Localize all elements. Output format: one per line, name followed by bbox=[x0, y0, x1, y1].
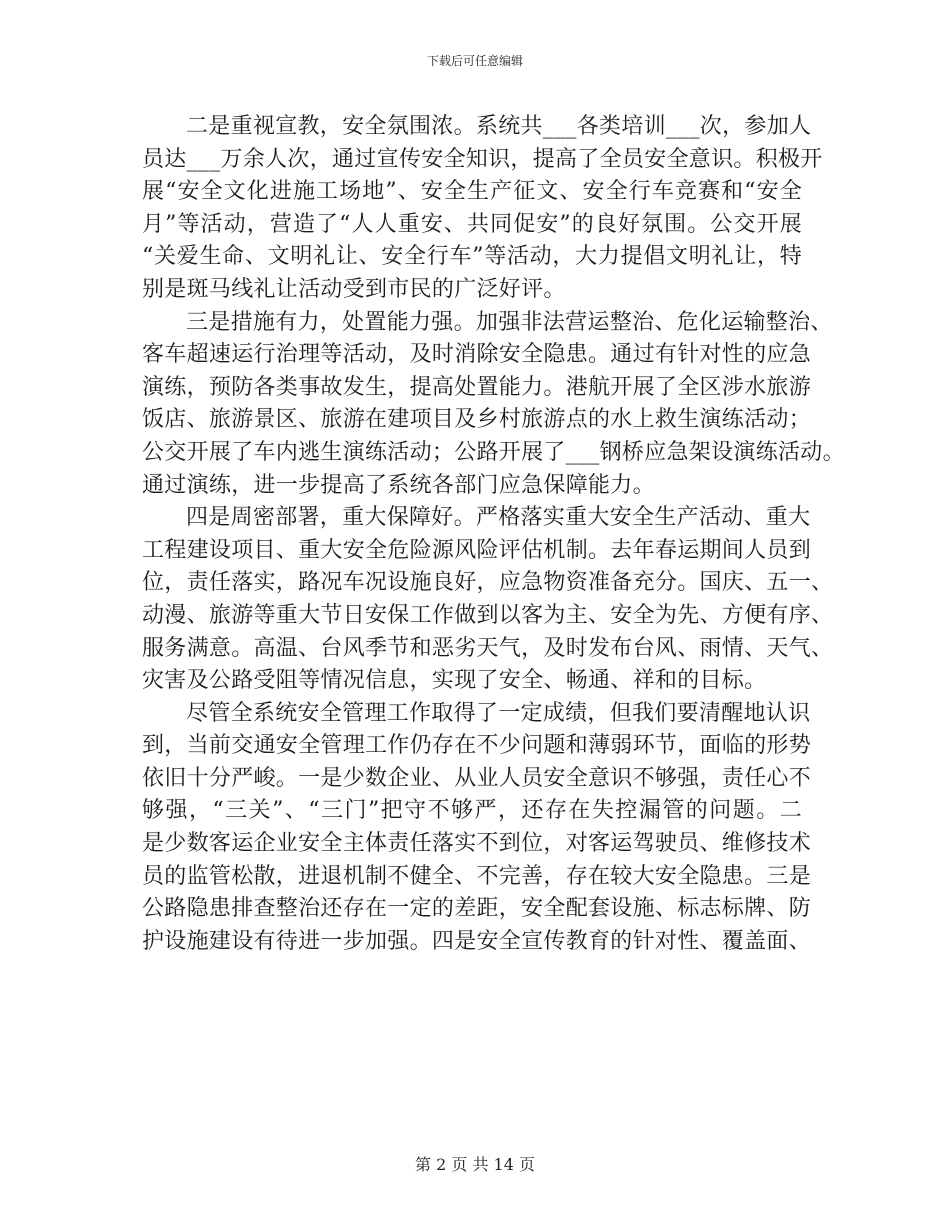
document-body bbox=[142, 111, 845, 958]
text-line: 动漫、旅游等重大节日安保工作做到以客为主、安全为先、方便有序、 bbox=[142, 602, 834, 628]
text-line: 月”等活动，营造了“人人重安、共同促安”的良好氛围。公交开展 bbox=[142, 211, 802, 237]
text-line: 员达___万余人次，通过宣传安全知识，提高了全员安全意识。积极开 bbox=[142, 146, 823, 172]
paragraph-deployment bbox=[142, 502, 834, 698]
text-line: 依旧十分严峻。一是少数企业、从业人员安全意识不够强，责任心不 bbox=[142, 765, 812, 791]
paragraph-problems bbox=[142, 698, 812, 959]
text-line: 尽管全系统安全管理工作取得了一定成绩，但我们要清醒地认识 bbox=[186, 700, 811, 726]
text-line: 服务满意。高温、台风季节和恶劣天气，及时发布台风、雨情、天气、 bbox=[142, 635, 834, 661]
text-line: 员的监管松散，进退机制不健全、不完善，存在较大安全隐患。三是 bbox=[142, 863, 812, 889]
paragraph-measures bbox=[142, 307, 845, 503]
text-line: 四是周密部署，重大保障好。严格落实重大安全生产活动、重大 bbox=[186, 505, 811, 531]
text-line: 够强，“三关”、“三门”把守不够严，还存在失控漏管的问题。二 bbox=[142, 798, 802, 824]
text-line: 是少数客运企业安全主体责任落实不到位，对客运驾驶员、维修技术 bbox=[142, 831, 812, 857]
text-line: 位，责任落实，路况车况设施良好，应急物资准备充分。国庆、五一、 bbox=[142, 570, 834, 596]
text-line: 公交开展了车内逃生演练活动；公路开展了___钢桥应急架设演练活动。 bbox=[142, 439, 845, 465]
text-line: 三是措施有力，处置能力强。加强非法营运整治、危化运输整治、 bbox=[186, 309, 833, 335]
text-line: 演练，预防各类事故发生，提高处置能力。港航开展了全区涉水旅游 bbox=[142, 374, 812, 400]
text-line: 二是重视宣教，安全氛围浓。系统共___各类培训___次，参加人 bbox=[186, 114, 812, 139]
text-line: 通过演练，进一步提高了系统各部门应急保障能力。 bbox=[142, 472, 655, 498]
text-line: 护设施建设有待进一步加强。四是安全宣传教育的针对性、覆盖面、 bbox=[142, 928, 812, 954]
text-line: 灾害及公路受阻等情况信息，实现了安全、畅通、祥和的目标。 bbox=[142, 668, 767, 694]
text-line: 到，当前交通安全管理工作仍存在不少问题和薄弱环节，面临的形势 bbox=[142, 733, 812, 759]
text-line: “关爱生命、文明礼让、安全行车”等活动，大力提倡文明礼让，特 bbox=[142, 244, 802, 270]
text-line: 公路隐患排查整治还存在一定的差距，安全配套设施、标志标牌、防 bbox=[142, 896, 812, 922]
paragraph-publicity-education bbox=[142, 111, 823, 307]
text-line: 客车超速运行治理等活动，及时消除安全隐患。通过有针对性的应急 bbox=[142, 342, 812, 368]
page-number: 第 2 页 共 14 页 bbox=[415, 1155, 535, 1174]
text-line: 工程建设项目、重大安全危险源风险评估机制。去年春运期间人员到 bbox=[142, 537, 812, 563]
text-line: 别是斑马线礼让活动受到市民的广泛好评。 bbox=[142, 276, 566, 302]
text-line: 展“安全文化进施工场地”、安全生产征文、安全行车竞赛和“安全 bbox=[142, 179, 802, 205]
text-line: 饭店、旅游景区、旅游在建项目及乡村旅游点的水上救生演练活动； bbox=[142, 407, 812, 433]
page-header: 下载后可任意编辑 bbox=[426, 54, 523, 68]
